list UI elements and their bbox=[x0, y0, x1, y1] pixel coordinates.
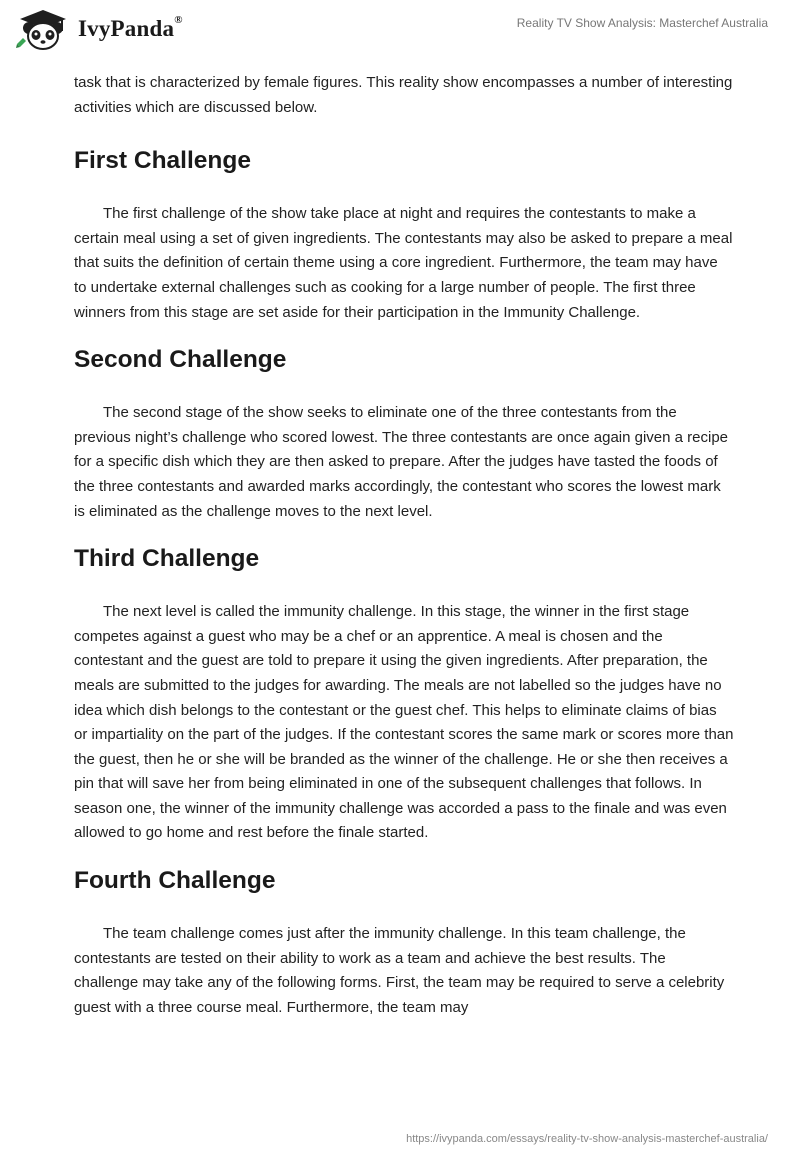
source-url[interactable]: https://ivypanda.com/essays/reality-tv-show-analysis-masterchef-australia/ bbox=[406, 1133, 768, 1145]
section-heading: Third Challenge bbox=[74, 545, 260, 573]
section-heading: Fourth Challenge bbox=[74, 867, 276, 895]
document-title: Reality TV Show Analysis: Masterchef Australia bbox=[516, 16, 768, 30]
section-paragraph: The second stage of the show seeks to eliminate one of the three contestants from the previous night’s challenge who scored lowest. The three contestants are once again given a recipe for a specific dish which they are then asked to prepare. After the judges have tasted the foods of the three contestants and awarded marks accordingly, the contestant who scores the lowest mark is eliminated as the challenge moves to the next level. bbox=[74, 404, 729, 520]
site-logo[interactable] bbox=[14, 8, 183, 50]
panda-logo-icon bbox=[14, 8, 72, 50]
section-paragraph: The next level is called the immunity challenge. In this stage, the winner in the first stage competes against a guest who may be a chef or an apprentice. A meal is chosen and the contestant and the guest are told to prepare it using the given ingredients. After preparation, the meals are submitted to the judges for awarding. The meals are not labelled so the judges have no idea which dish belongs to the contestant or the guest chef. This helps to eliminate claims of bias or impartiality on the part of the judges. If the contestant scores the same mark or scores more than the guest, then he or she will be branded as the winner of the challenge. He or she then receives a pin that will save her from being eliminated in one of the subsequent challenges that follows. In season one, the winner of the immunity challenge was accorded a pass to the finale and was even allowed to go home and rest before the finale started. bbox=[74, 603, 734, 842]
intro-paragraph: task that is characterized by female figures. This reality show encompasses a number of interesting activities which are discussed below. bbox=[74, 74, 733, 116]
brand-name: IvyPanda® bbox=[78, 14, 183, 41]
section-paragraph: The team challenge comes just after the immunity challenge. In this team challenge, the contestants are tested on their ability to work as a team and achieve the best results. The challenge may take any of the following forms. First, the team may be required to serve a celebrity guest with a three course meal. Furthermore, the team may bbox=[74, 925, 725, 1016]
section-paragraph: The first challenge of the show take place at night and requires the contestants to make a certain meal using a set of given ingredients. The contestants may also be asked to prepare a meal that suits the definition of certain theme using a core ingredient. Furthermore, the team may have to undertake external challenges such as cooking for a large number of people. The first three winners from this stage are set aside for their participation in the Immunity Challenge. bbox=[74, 205, 733, 321]
section-heading: First Challenge bbox=[74, 147, 251, 175]
section-heading: Second Challenge bbox=[74, 346, 287, 374]
essay-body bbox=[74, 71, 734, 1020]
